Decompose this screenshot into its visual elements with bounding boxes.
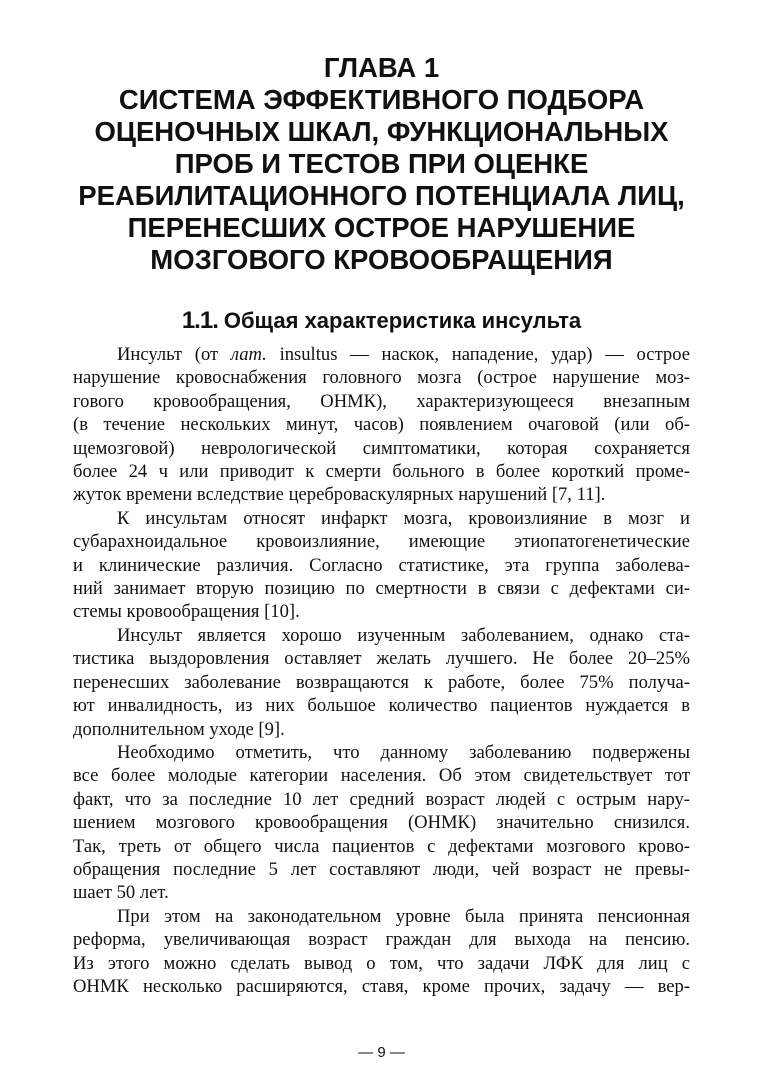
section-title: Общая характеристика инсульта bbox=[223, 308, 582, 333]
text-line: стемы кровообращения [10]. bbox=[73, 601, 300, 623]
paragraph bbox=[73, 624, 690, 741]
text-line: К инсультам относят инфаркт мозга, кровоизлияние в мозг и bbox=[117, 507, 690, 529]
text-line: ют инвалидность, из них большое количество пациентов нуждается в bbox=[73, 695, 690, 717]
chapter-title-line: МОЗГОВОГО КРОВООБРАЩЕНИЯ bbox=[150, 244, 613, 275]
text-line: шает 50 лет. bbox=[73, 882, 169, 904]
text-line: ОНМК несколько расширяются, ставя, кроме прочих, задачу — вер- bbox=[73, 975, 690, 997]
paragraph bbox=[73, 343, 690, 507]
text-line: тистика выздоровления оставляет желать лучшего. Не более 20–25% bbox=[73, 648, 690, 670]
chapter-heading bbox=[0, 52, 763, 276]
text-line: При этом на законодательном уровне была принята пенсионная bbox=[117, 905, 690, 927]
paragraph bbox=[73, 507, 690, 624]
text-line: перенесших заболевание возвращаются к работе, более 75% получа- bbox=[73, 671, 690, 693]
text-line: гового кровообращения, ОНМК), характеризующееся внезапным bbox=[73, 390, 690, 412]
text-line: жуток времени вследствие цереброваскулярных нарушений [7, 11]. bbox=[73, 484, 606, 506]
text-line: Необходимо отметить, что данному заболеванию подвержены bbox=[117, 741, 690, 763]
chapter-title-line: РЕАБИЛИТАЦИОННОГО ПОТЕНЦИАЛА ЛИЦ, bbox=[78, 180, 685, 211]
text-line: более 24 ч или приводит к смерти больного в более короткий проме- bbox=[73, 461, 690, 483]
paragraph bbox=[73, 741, 690, 905]
chapter-title-line: ПРОБ И ТЕСТОВ ПРИ ОЦЕНКЕ bbox=[174, 148, 589, 179]
text-line: шением мозгового кровообращения (ОНМК) значительно снизился. bbox=[73, 812, 690, 834]
text-line: обращения последние 5 лет составляют люди, чей возраст не превы- bbox=[73, 858, 690, 880]
chapter-label: ГЛАВА 1 bbox=[323, 52, 440, 83]
text-line: щемозговой) неврологической симптоматики, которая сохраняется bbox=[73, 437, 690, 459]
text-line: Так, треть от общего числа пациентов с дефектами мозгового крово- bbox=[73, 835, 690, 857]
text-line: и клинические различия. Согласно статистике, эта группа заболева- bbox=[73, 554, 690, 576]
text-line: Из этого можно сделать вывод о том, что задачи ЛФК для лиц с bbox=[73, 952, 690, 974]
chapter-title-line: ОЦЕНОЧНЫХ ШКАЛ, ФУНКЦИОНАЛЬНЫХ bbox=[94, 116, 669, 147]
text-line: факт, что за последние 10 лет средний возраст людей с острым нару- bbox=[73, 788, 690, 810]
latin-abbreviation: лат. bbox=[230, 344, 267, 365]
text-line: (в течение нескольких минут, часов) появлением очаговой (или об- bbox=[73, 414, 690, 436]
text-line: субарахноидальное кровоизлияние, имеющие этиопатогенетические bbox=[73, 531, 690, 553]
body-text bbox=[73, 343, 690, 998]
section-number: 1.1. bbox=[181, 307, 218, 334]
text-line: все более молодые категории населения. Об этом свидетельствует тот bbox=[73, 765, 690, 787]
text-line: Инсульт (от лат. insultus — наскок, нападение, удар) — острое bbox=[117, 344, 690, 365]
chapter-title-line: ПЕРЕНЕСШИХ ОСТРОЕ НАРУШЕНИЕ bbox=[127, 212, 636, 243]
paragraph bbox=[73, 905, 690, 999]
text-line: реформа, увеличивающая возраст граждан для выхода на пенсию. bbox=[73, 929, 690, 951]
text-line: нарушение кровоснабжения головного мозга (острое нарушение моз- bbox=[73, 367, 690, 389]
chapter-title-line: СИСТЕМА ЭФФЕКТИВНОГО ПОДБОРА bbox=[118, 84, 645, 115]
section-heading bbox=[0, 306, 763, 336]
page-number: — 9 — bbox=[358, 1044, 405, 1061]
text-line: ний занимает вторую позицию по смертности в связи с дефектами си- bbox=[73, 578, 690, 600]
text-line: дополнительном уходе [9]. bbox=[73, 718, 285, 740]
text-line: Инсульт является хорошо изученным заболеванием, однако ста- bbox=[117, 624, 690, 646]
